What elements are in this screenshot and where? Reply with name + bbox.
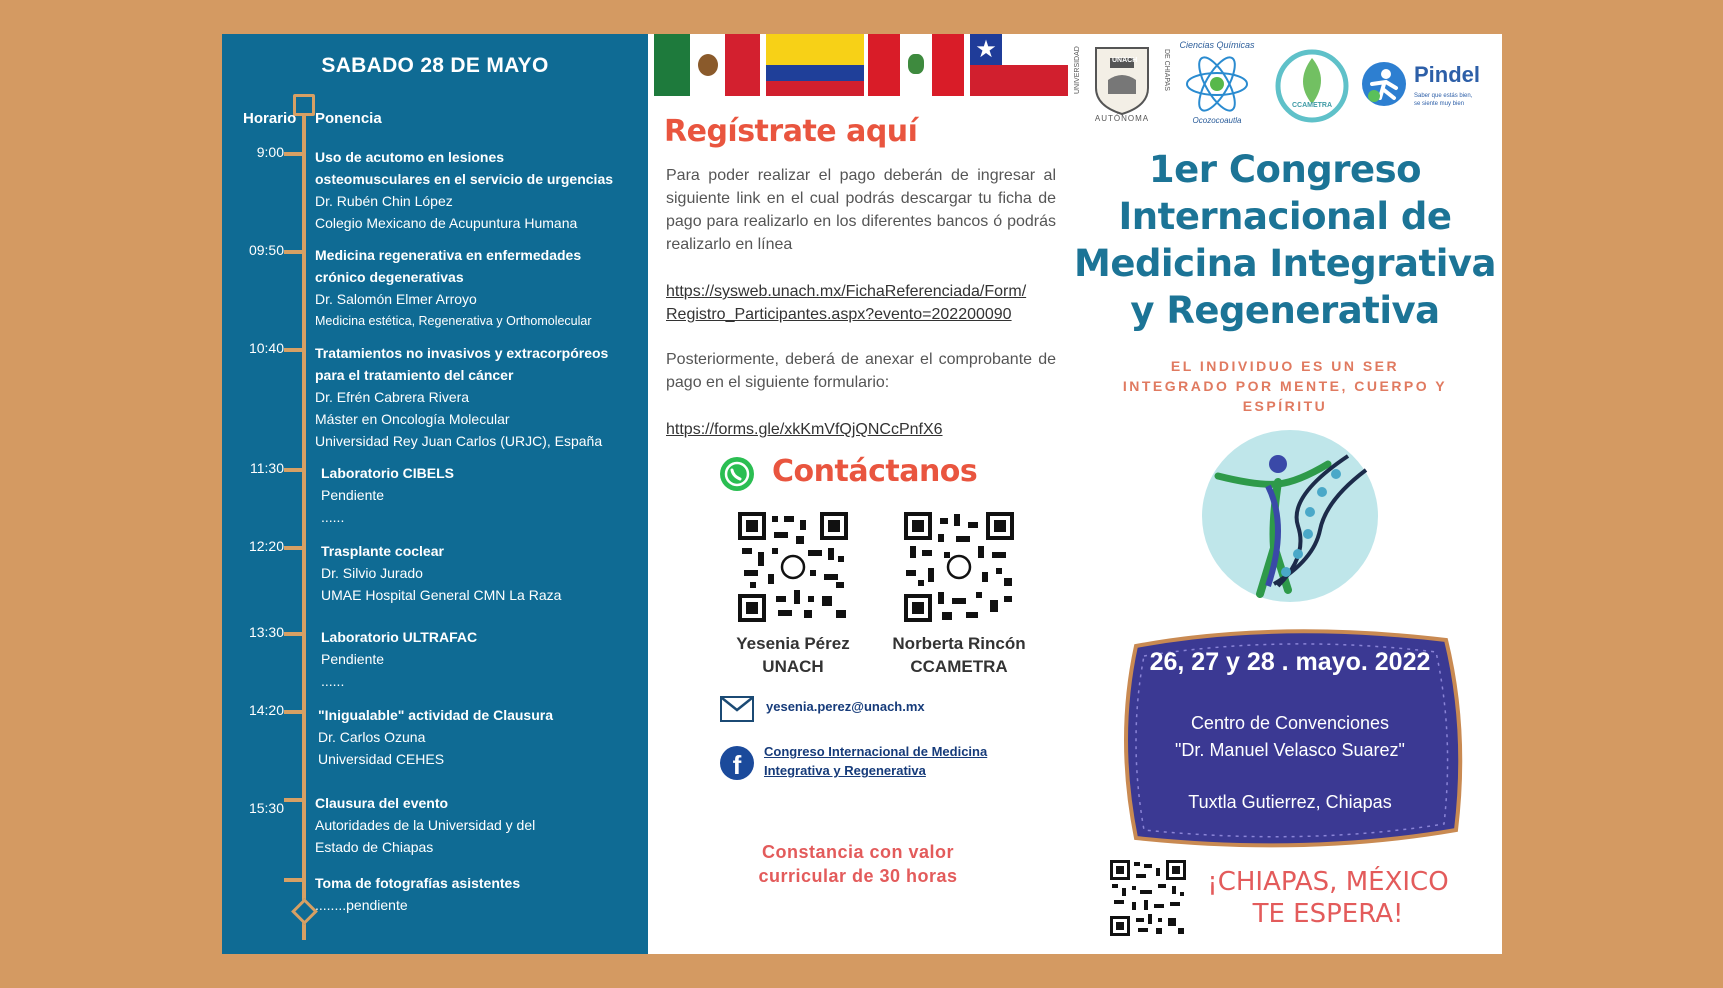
slot-affiliation: ........pendiente (315, 897, 408, 913)
slot-speaker: Dr. Carlos Ozuna (318, 729, 426, 745)
slot-title: osteomusculares en el servicio de urgencias (315, 171, 614, 187)
slot-time: 12:20 (248, 538, 284, 554)
slot-time: 11:30 (250, 460, 284, 476)
chile-flag-icon: ★ (970, 34, 1068, 96)
unach-logo (1074, 40, 1170, 126)
event-venue (1114, 710, 1466, 764)
schedule-day-title: SABADO 28 DE MAYO (321, 54, 549, 77)
register-title: Regístrate aquí (664, 114, 918, 149)
colombia-flag-icon (766, 34, 864, 96)
closing-line1: ¡CHIAPAS, MÉXICO (1207, 867, 1449, 897)
timeline-tick (284, 250, 306, 254)
qr-code-norberta[interactable] (904, 512, 1014, 622)
timeline-tick (284, 468, 306, 472)
certificate-note (648, 840, 1068, 888)
timeline-tick (284, 632, 306, 636)
payment-instructions: Para poder realizar el pago deberán de ingresar al siguiente link en el cual podrás descargar tu ficha de pago para realizarlo en los diferentes bancos ó podrás realizarlo en línea (666, 167, 1056, 253)
venue-line2: "Dr. Manuel Velasco Suarez" (1175, 740, 1405, 760)
slot-speaker: Dr. Rubén Chin López (315, 193, 453, 209)
congress-title-line2: Internacional de (1118, 195, 1452, 238)
form-instructions: Posteriormente, deberá de anexar el comprobante de pago en el siguiente formulario: (666, 351, 1056, 391)
timeline-tick (284, 348, 306, 352)
unach-text-mid: UNACH (1112, 57, 1138, 64)
slot-affiliation: Estado de Chiapas (315, 839, 434, 855)
qr-code-yesenia[interactable] (738, 512, 848, 622)
payment-link[interactable] (666, 280, 1061, 326)
certificate-line2: curricular de 30 horas (758, 866, 958, 886)
timeline-end-marker (291, 898, 318, 925)
motto-line1: EL INDIVIDUO ES UN SER (1170, 358, 1400, 374)
slot-title: para el tratamiento del cáncer (315, 367, 514, 383)
form-link[interactable]: https://forms.gle/xkKmVfQjQNCcPnfX6 (666, 421, 943, 438)
timeline-tick (284, 710, 306, 714)
slot-time: 15:30 (248, 800, 284, 816)
slot-title: Clausura del evento (315, 795, 449, 811)
registration-panel (648, 34, 1068, 954)
ciencias-top-text: Ciencias Químicas (1179, 40, 1255, 50)
slot-title: "Inigualable" actividad de Clausura (318, 707, 554, 723)
slot-time: 9:00 (256, 144, 284, 160)
pindel-tagline-line2: se siente muy bien (1414, 101, 1465, 107)
flags-strip (654, 34, 1068, 96)
ccametra-logo (1274, 40, 1350, 130)
congress-title (1068, 146, 1502, 334)
slot-title: Laboratorio ULTRAFAC (321, 629, 478, 645)
timeline-tick (284, 878, 306, 882)
slot-time: 10:40 (248, 340, 284, 356)
slot-title: Laboratorio CIBELS (321, 465, 455, 481)
motto (1088, 356, 1482, 416)
payment-link-part2[interactable]: Registro_Participantes.aspx?evento=202200090 (666, 306, 1012, 323)
qr-code-event[interactable] (1110, 860, 1186, 936)
venue-line1: Centro de Convenciones (1190, 713, 1390, 733)
event-date-box (1114, 626, 1466, 850)
pindel-logo (1360, 40, 1490, 120)
facebook-link-line1[interactable]: Congreso Internacional de Medicina (764, 744, 988, 759)
schedule-header-talk: Ponencia (315, 110, 382, 127)
email-address[interactable]: yesenia.perez@unach.mx (766, 699, 925, 714)
event-city: Tuxtla Gutierrez, Chiapas (1188, 792, 1392, 812)
pindel-tagline (1414, 92, 1472, 108)
timeline-tick (284, 546, 306, 550)
closing-line2: TE ESPERA! (1252, 899, 1404, 929)
slot-speaker: Autoridades de la Universidad y del (315, 817, 536, 833)
slot-affiliation: Máster en Oncología Molecular (315, 411, 510, 427)
schedule-header-time: Horario (243, 110, 297, 127)
ccametra-text: CCAMETRA (1291, 102, 1333, 109)
event-panel (1068, 34, 1502, 954)
unach-text-right: DE CHIAPAS (1163, 49, 1170, 91)
peru-flag-icon (868, 34, 964, 96)
contact-card-yesenia (703, 632, 883, 678)
slot-speaker: Dr. Salomón Elmer Arroyo (315, 291, 477, 307)
facebook-icon: f (720, 746, 754, 780)
contact-name: Norberta Rincón (892, 634, 1026, 653)
slot-affiliation: Universidad CEHES (318, 751, 445, 767)
certificate-line1: Constancia con valor (761, 842, 955, 862)
pindel-name: Pindel (1414, 62, 1481, 87)
congress-title-line4: y Regenerativa (1130, 289, 1440, 332)
timeline-tick (284, 798, 306, 802)
contact-org: UNACH (762, 657, 824, 676)
slot-title: Uso de acutomo en lesiones (315, 149, 505, 165)
slot-title: Medicina regenerativa en enfermedades (315, 247, 582, 263)
ciencias-quimicas-logo (1174, 40, 1260, 130)
slot-affiliation: Medicina estética, Regenerativa y Orthomolecular (315, 314, 592, 328)
slot-speaker: Pendiente (321, 487, 385, 503)
motto-line3: ESPÍRITU (1242, 398, 1328, 414)
pindel-icon (1362, 62, 1406, 106)
pindel-tagline-line1: Saber que estás bien, (1414, 93, 1473, 99)
slot-speaker: Pendiente (321, 651, 385, 667)
facebook-page-link[interactable] (764, 742, 987, 780)
payment-link-part1[interactable]: https://sysweb.unach.mx/FichaReferenciada/Form/ (666, 283, 1027, 300)
slot-affiliation: ...... (321, 509, 345, 525)
unach-text-bottom: AUTÓNOMA (1094, 114, 1150, 123)
slot-affiliation: Colegio Mexicano de Acupuntura Humana (315, 215, 578, 231)
brochure (222, 34, 1502, 954)
contact-name: Yesenia Pérez (736, 634, 850, 653)
contact-card-norberta (869, 632, 1049, 678)
human-dna-illustration (1198, 426, 1388, 606)
atom-icon (1174, 54, 1260, 114)
slot-speaker: Dr. Efrén Cabrera Rivera (315, 389, 470, 405)
closing-message (1198, 866, 1458, 930)
slot-title: Tratamientos no invasivos y extracorpóreos (315, 345, 609, 361)
ciencias-bottom-text: Ocozocoautla (1192, 116, 1242, 125)
unach-text-left: UNIVERSIDAD (1074, 46, 1081, 94)
slot-affiliation: UMAE Hospital General CMN La Raza (321, 587, 562, 603)
event-dates: 26, 27 y 28 . mayo. 2022 (1149, 648, 1431, 676)
slot-time: 13:30 (248, 624, 284, 640)
slot-title: crónico degenerativas (315, 269, 464, 285)
congress-title-line3: Medicina Integrativa (1074, 242, 1496, 285)
slot-speaker: Dr. Silvio Jurado (321, 565, 423, 581)
contact-org: CCAMETRA (910, 657, 1008, 676)
whatsapp-icon (720, 457, 754, 491)
mexico-flag-icon (654, 34, 760, 96)
slot-time: 09:50 (248, 242, 284, 258)
motto-line2: INTEGRADO POR MENTE, CUERPO Y (1122, 378, 1448, 394)
slot-time: 14:20 (248, 702, 284, 718)
slot-title: Trasplante coclear (321, 543, 444, 559)
slot-title: Toma de fotografías asistentes (315, 875, 521, 891)
facebook-link-line2[interactable]: Integrativa y Regenerativa (764, 763, 926, 778)
congress-title-line1: 1er Congreso (1148, 148, 1422, 191)
slot-affiliation: Universidad Rey Juan Carlos (URJC), España (315, 433, 603, 449)
slot-affiliation: ...... (321, 673, 345, 689)
schedule-panel (222, 34, 648, 954)
contact-title: Contáctanos (772, 454, 978, 489)
mail-icon (720, 696, 754, 722)
timeline-line (302, 112, 306, 940)
timeline-tick (284, 152, 306, 156)
